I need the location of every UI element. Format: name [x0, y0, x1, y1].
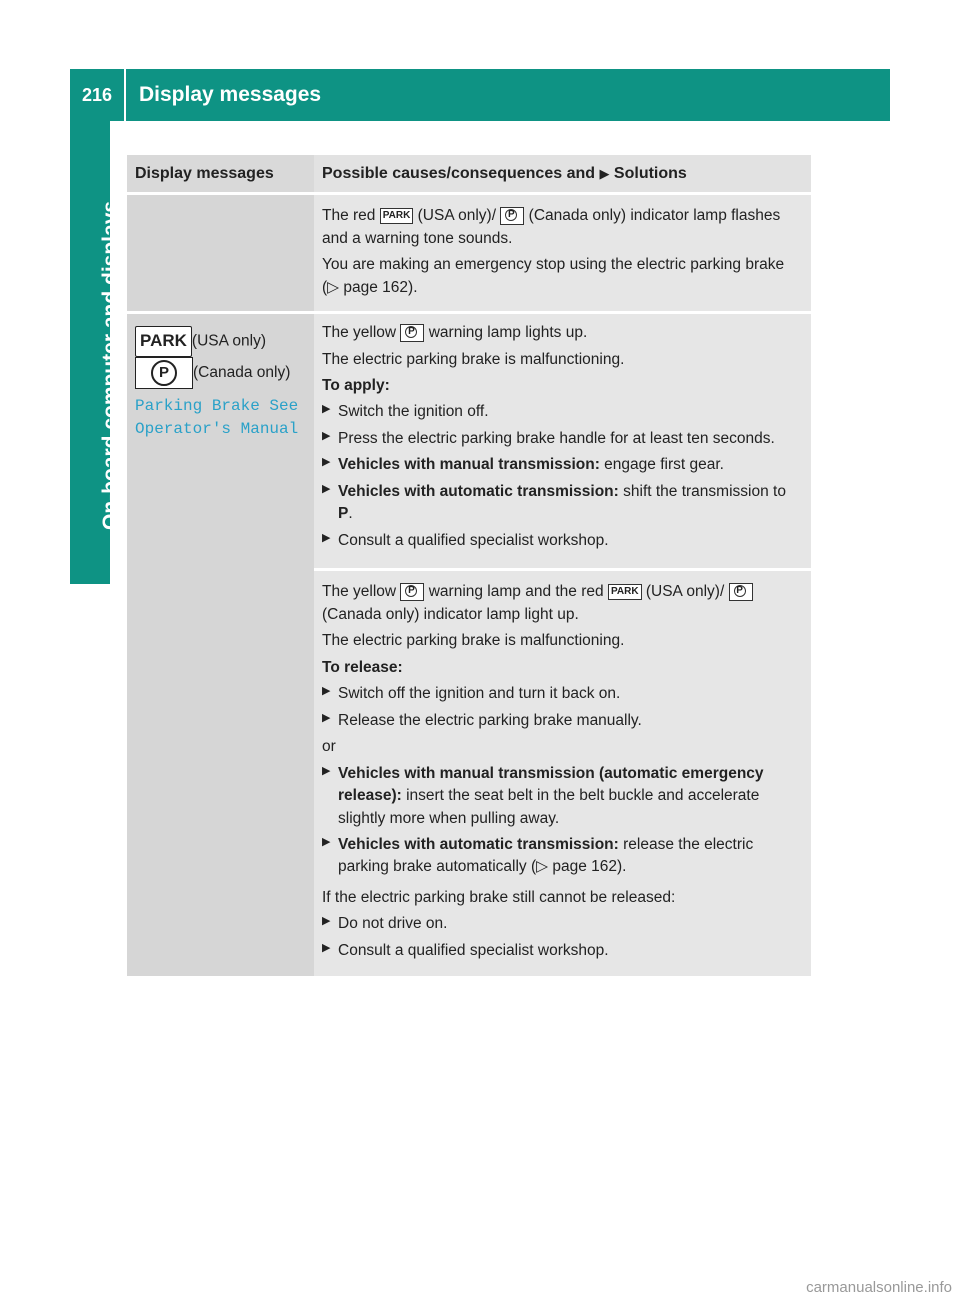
list-item: [322, 763, 803, 830]
paragraph: You are making an emergency stop using the electric parking brake (▷ page 162).: [322, 256, 785, 296]
text: (USA only)/: [645, 583, 725, 601]
page-title: Display messages: [139, 83, 322, 106]
parking-brake-lamp-icon: [500, 207, 524, 225]
table-row: [127, 194, 811, 313]
usa-only-label: (USA only): [191, 332, 267, 350]
text: Vehicles with manual transmission:: [338, 456, 600, 474]
paragraph: The electric parking brake is malfunctioning.: [322, 350, 625, 368]
list-item: ▶ Consult a qualified specialist workshop.: [322, 940, 803, 962]
step-list: [322, 913, 803, 962]
text: (USA only)/: [417, 207, 497, 225]
text: (Canada only) indicator lamp light up.: [322, 605, 579, 623]
paragraph: [322, 205, 803, 250]
step-list: [322, 401, 803, 552]
display-message-line: Parking Brake See: [135, 396, 299, 415]
list-item: ▶ Do not drive on.: [322, 913, 803, 935]
display-message-text: [135, 395, 306, 441]
parking-brake-lamp-icon: [400, 324, 424, 342]
chapter-tab-label: On-board computer and displays: [99, 200, 122, 530]
text: insert the seat belt in the belt buckle and accelerate slightly more when pulling away.: [338, 787, 760, 827]
footer-watermark: carmanualsonline.info: [806, 1279, 952, 1296]
cause-cell-release: [314, 570, 811, 977]
park-lamp-icon: PARK: [608, 584, 642, 600]
text: shift the transmission to: [623, 482, 786, 500]
text: Vehicles with automatic transmission:: [338, 482, 619, 500]
text: The yellow: [322, 583, 397, 601]
display-messages-table: [127, 155, 811, 976]
text: (Canada only) indicator lamp flashes and a warning tone sounds.: [322, 207, 781, 247]
parking-brake-lamp-icon: [400, 583, 424, 601]
list-item: ▶ Switch off the ignition and turn it back on.: [322, 683, 803, 705]
paragraph: or: [322, 738, 336, 756]
text: .: [348, 505, 353, 523]
display-cell-parking-brake: [127, 313, 314, 977]
text: warning lamp and the red: [428, 583, 604, 601]
list-item: [322, 454, 803, 476]
text: engage first gear.: [604, 456, 724, 474]
text: The red: [322, 207, 376, 225]
col-header-causes-text: Possible causes/consequences and: [322, 165, 596, 182]
table-header-row: [127, 155, 811, 194]
section-heading: To apply:: [322, 377, 390, 394]
triangle-right-icon: ▶: [599, 166, 610, 181]
parking-brake-symbol-icon: P: [135, 357, 193, 389]
text: warning lamp lights up.: [428, 324, 588, 342]
canada-only-label: (Canada only): [193, 363, 291, 381]
paragraph: If the electric parking brake still cannot be released:: [322, 888, 676, 906]
text: P: [338, 505, 349, 523]
display-cell-empty: [127, 194, 314, 313]
text: Vehicles with automatic transmission:: [338, 835, 619, 853]
parking-brake-lamp-icon: [729, 583, 753, 601]
cause-cell-apply: [314, 313, 811, 570]
park-lamp-icon: PARK: [380, 208, 414, 224]
text: The yellow: [322, 324, 397, 342]
paragraph: The electric parking brake is malfunctioning.: [322, 632, 625, 650]
page-header: [70, 69, 890, 121]
park-symbol-icon: PARK: [135, 326, 192, 357]
display-symbols: [135, 326, 306, 389]
table-row: [127, 313, 811, 570]
list-item: ▶ Press the electric parking brake handle for at least ten seconds.: [322, 428, 803, 450]
step-list: [322, 683, 803, 732]
text: release the electric parking brake automatically (▷ page 162).: [338, 835, 754, 876]
step-list: [322, 763, 803, 879]
page-number: 216: [70, 69, 126, 121]
display-message-line: Operator's Manual: [135, 419, 299, 438]
cause-cell-emergency-stop: [314, 194, 811, 313]
list-item: [322, 481, 803, 526]
paragraph: [322, 581, 803, 626]
section-heading: To release:: [322, 658, 403, 676]
list-item: ▶ Consult a qualified specialist workshop.: [322, 530, 803, 552]
col-header-causes: [314, 155, 811, 194]
text: Vehicles with manual transmission (automatic emergency release):: [338, 764, 764, 805]
col-header-display-messages: Display messages: [127, 155, 314, 194]
list-item: [322, 834, 803, 879]
list-item: ▶ Release the electric parking brake manually.: [322, 710, 803, 732]
col-header-solutions-text: Solutions: [613, 165, 687, 182]
paragraph: [322, 322, 803, 344]
list-item: ▶ Switch the ignition off.: [322, 401, 803, 423]
